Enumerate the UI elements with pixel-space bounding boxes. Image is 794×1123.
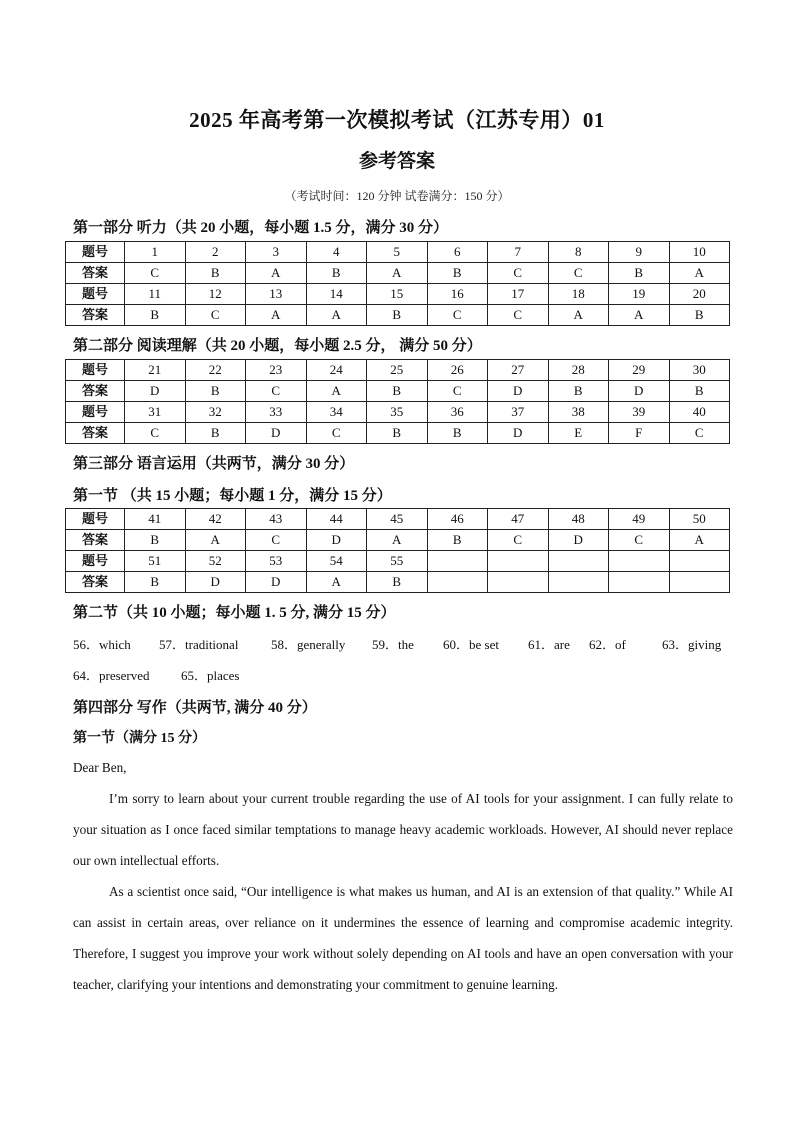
table-row [66, 360, 730, 381]
table-cell: 30 [669, 360, 730, 381]
fill-answer: 62．of [589, 637, 626, 652]
row-label: 答案 [66, 305, 125, 326]
essay-salutation: Dear Ben, [73, 760, 127, 775]
table-cell: D [488, 381, 549, 402]
row-label: 答案 [66, 381, 125, 402]
table-cell: 31 [125, 402, 186, 423]
table-cell: B [125, 572, 186, 593]
table-cell: 43 [246, 509, 307, 530]
table-row [66, 423, 730, 444]
table-cell: 45 [367, 509, 428, 530]
table-cell: 19 [609, 284, 670, 305]
table-row [66, 402, 730, 423]
table-cell: 28 [548, 360, 609, 381]
row-label: 题号 [66, 509, 125, 530]
part3-heading: 第三部分 语言运用（共两节，满分 30 分） [73, 456, 355, 472]
table-cell: A [306, 305, 367, 326]
table-row [66, 305, 730, 326]
table-cell: A [609, 305, 670, 326]
table-cell: 22 [185, 360, 246, 381]
table-cell: 16 [427, 284, 488, 305]
table-cell: D [185, 572, 246, 593]
part2-heading: 第二部分 阅读理解（共 20 小题，每小题 2.5 分， 满分 50 分） [73, 338, 482, 354]
table-row [66, 509, 730, 530]
table-cell: 49 [609, 509, 670, 530]
table-cell: 15 [367, 284, 428, 305]
table-cell [609, 551, 670, 572]
table-cell: D [548, 530, 609, 551]
table-cell [609, 572, 670, 593]
table-row [66, 551, 730, 572]
table-cell: B [427, 530, 488, 551]
table-cell: 35 [367, 402, 428, 423]
table-cell: B [367, 572, 428, 593]
table-cell: A [185, 530, 246, 551]
table-cell: C [246, 381, 307, 402]
row-label: 题号 [66, 402, 125, 423]
table-cell: 21 [125, 360, 186, 381]
table-cell: 33 [246, 402, 307, 423]
table-cell: C [125, 423, 186, 444]
table-cell: 2 [185, 242, 246, 263]
table-cell: 42 [185, 509, 246, 530]
table-cell: A [669, 530, 730, 551]
table-cell: 17 [488, 284, 549, 305]
fill-answer: 60．be set [443, 637, 499, 652]
table-cell: C [125, 263, 186, 284]
table-cell [548, 572, 609, 593]
table-cell: 27 [488, 360, 549, 381]
table-cell: C [427, 381, 488, 402]
row-label: 答案 [66, 423, 125, 444]
table-cell: B [367, 381, 428, 402]
table-row [66, 572, 730, 593]
table-cell: E [548, 423, 609, 444]
table-cell: B [185, 263, 246, 284]
table-cell: D [609, 381, 670, 402]
essay-paragraph-1: I’m sorry to learn about your current trouble regarding the use of AI tools for your assignment. I can fully relate to your situation as I once faced similar temptations to manage heavy academic workloads. However, AI should never replace our own intellectual efforts. [73, 791, 733, 868]
table-cell: 18 [548, 284, 609, 305]
table-cell: B [427, 423, 488, 444]
table-cell: A [246, 263, 307, 284]
table-cell: B [185, 381, 246, 402]
table-cell: D [125, 381, 186, 402]
table-cell [427, 572, 488, 593]
table-cell: 29 [609, 360, 670, 381]
row-label: 题号 [66, 551, 125, 572]
table-cell: B [427, 263, 488, 284]
table-cell: C [609, 530, 670, 551]
table-cell: A [306, 381, 367, 402]
table-cell: 13 [246, 284, 307, 305]
table-cell: A [548, 305, 609, 326]
part3-section2-heading: 第二节（共 10 小题；每小题 1. 5 分, 满分 15 分） [73, 605, 396, 621]
table-cell: 46 [427, 509, 488, 530]
table-cell: 4 [306, 242, 367, 263]
fill-answer: 59．the [372, 637, 414, 652]
table-cell: B [669, 381, 730, 402]
table-cell: A [669, 263, 730, 284]
essay-body [73, 752, 733, 1000]
table-cell: 23 [246, 360, 307, 381]
table-row [66, 284, 730, 305]
table-cell: 54 [306, 551, 367, 572]
table-row [66, 263, 730, 284]
table-cell: C [427, 305, 488, 326]
page-subtitle: 参考答案 [358, 151, 435, 172]
part3-answer-table [65, 508, 730, 593]
table-cell: C [246, 530, 307, 551]
row-label: 答案 [66, 263, 125, 284]
table-cell: 38 [548, 402, 609, 423]
table-cell: C [306, 423, 367, 444]
page-title: 2025 年高考第一次模拟考试（江苏专用）01 [189, 108, 605, 132]
part1-heading: 第一部分 听力（共 20 小题，每小题 1.5 分，满分 30 分） [73, 220, 449, 236]
table-cell: 1 [125, 242, 186, 263]
table-cell: 20 [669, 284, 730, 305]
table-cell: 51 [125, 551, 186, 572]
table-cell: 36 [427, 402, 488, 423]
table-cell: A [246, 305, 307, 326]
table-cell: 6 [427, 242, 488, 263]
table-cell: B [185, 423, 246, 444]
table-cell: B [367, 423, 428, 444]
table-cell: 25 [367, 360, 428, 381]
part2-answer-table [65, 359, 730, 444]
fill-answer: 57．traditional [159, 637, 239, 652]
table-cell: 40 [669, 402, 730, 423]
table-cell [548, 551, 609, 572]
table-cell: C [669, 423, 730, 444]
table-cell: 8 [548, 242, 609, 263]
table-cell: 26 [427, 360, 488, 381]
row-label: 题号 [66, 242, 125, 263]
table-cell: B [306, 263, 367, 284]
part3-section1-heading: 第一节 （共 15 小题；每小题 1 分，满分 15 分） [73, 488, 392, 504]
table-cell [488, 572, 549, 593]
fill-answer: 63．giving [662, 637, 722, 652]
table-cell: 34 [306, 402, 367, 423]
table-cell: 24 [306, 360, 367, 381]
table-cell: 41 [125, 509, 186, 530]
row-label: 题号 [66, 360, 125, 381]
exam-time-note: （考试时间：120 分钟 试卷满分：150 分） [284, 189, 510, 203]
table-cell: B [609, 263, 670, 284]
table-cell [669, 572, 730, 593]
part4-heading: 第四部分 写作（共两节, 满分 40 分） [73, 700, 317, 716]
table-cell: 48 [548, 509, 609, 530]
table-cell [669, 551, 730, 572]
table-cell: 12 [185, 284, 246, 305]
table-cell: C [488, 263, 549, 284]
fill-answer: 61．are [528, 637, 570, 652]
part1-answer-table [65, 241, 730, 326]
table-row [66, 381, 730, 402]
table-cell: C [548, 263, 609, 284]
table-cell [427, 551, 488, 572]
table-cell: 5 [367, 242, 428, 263]
table-cell: 37 [488, 402, 549, 423]
table-cell: D [246, 572, 307, 593]
row-label: 题号 [66, 284, 125, 305]
table-cell: B [367, 305, 428, 326]
table-cell: 9 [609, 242, 670, 263]
table-cell: 14 [306, 284, 367, 305]
table-cell: 44 [306, 509, 367, 530]
table-cell [488, 551, 549, 572]
table-cell: D [488, 423, 549, 444]
table-cell: B [125, 305, 186, 326]
row-label: 答案 [66, 572, 125, 593]
table-cell: B [125, 530, 186, 551]
table-cell: B [548, 381, 609, 402]
table-cell: A [367, 530, 428, 551]
table-cell: D [306, 530, 367, 551]
table-cell: 55 [367, 551, 428, 572]
table-cell: C [488, 530, 549, 551]
fill-answer: 65．places [181, 668, 240, 683]
fill-answer: 58．generally [271, 637, 346, 652]
table-cell: 50 [669, 509, 730, 530]
table-cell: C [488, 305, 549, 326]
table-cell: 7 [488, 242, 549, 263]
table-cell: 3 [246, 242, 307, 263]
table-cell: D [246, 423, 307, 444]
part4-section1-heading: 第一节（满分 15 分） [73, 731, 206, 746]
table-cell: C [185, 305, 246, 326]
table-row [66, 530, 730, 551]
table-cell: 47 [488, 509, 549, 530]
table-row [66, 242, 730, 263]
table-cell: 32 [185, 402, 246, 423]
fill-answer: 56．which [73, 637, 131, 652]
table-cell: A [306, 572, 367, 593]
table-cell: 39 [609, 402, 670, 423]
essay-paragraph-2: As a scientist once said, “Our intelligence is what makes us human, and AI is an extension of that quality.” While AI can assist in certain areas, over reliance on it undermines the essence of learning and compromise academic integrity. Therefore, I suggest you improve your work without solely depending on AI tools and have an open conversation with your teacher, clarifying your intentions and demonstrating your commitment to genuine learning. [73, 884, 733, 992]
table-cell: 11 [125, 284, 186, 305]
row-label: 答案 [66, 530, 125, 551]
table-cell: A [367, 263, 428, 284]
table-cell: 53 [246, 551, 307, 572]
table-cell: B [669, 305, 730, 326]
table-cell: 10 [669, 242, 730, 263]
fill-answer: 64．preserved [73, 668, 150, 683]
table-cell: F [609, 423, 670, 444]
table-cell: 52 [185, 551, 246, 572]
